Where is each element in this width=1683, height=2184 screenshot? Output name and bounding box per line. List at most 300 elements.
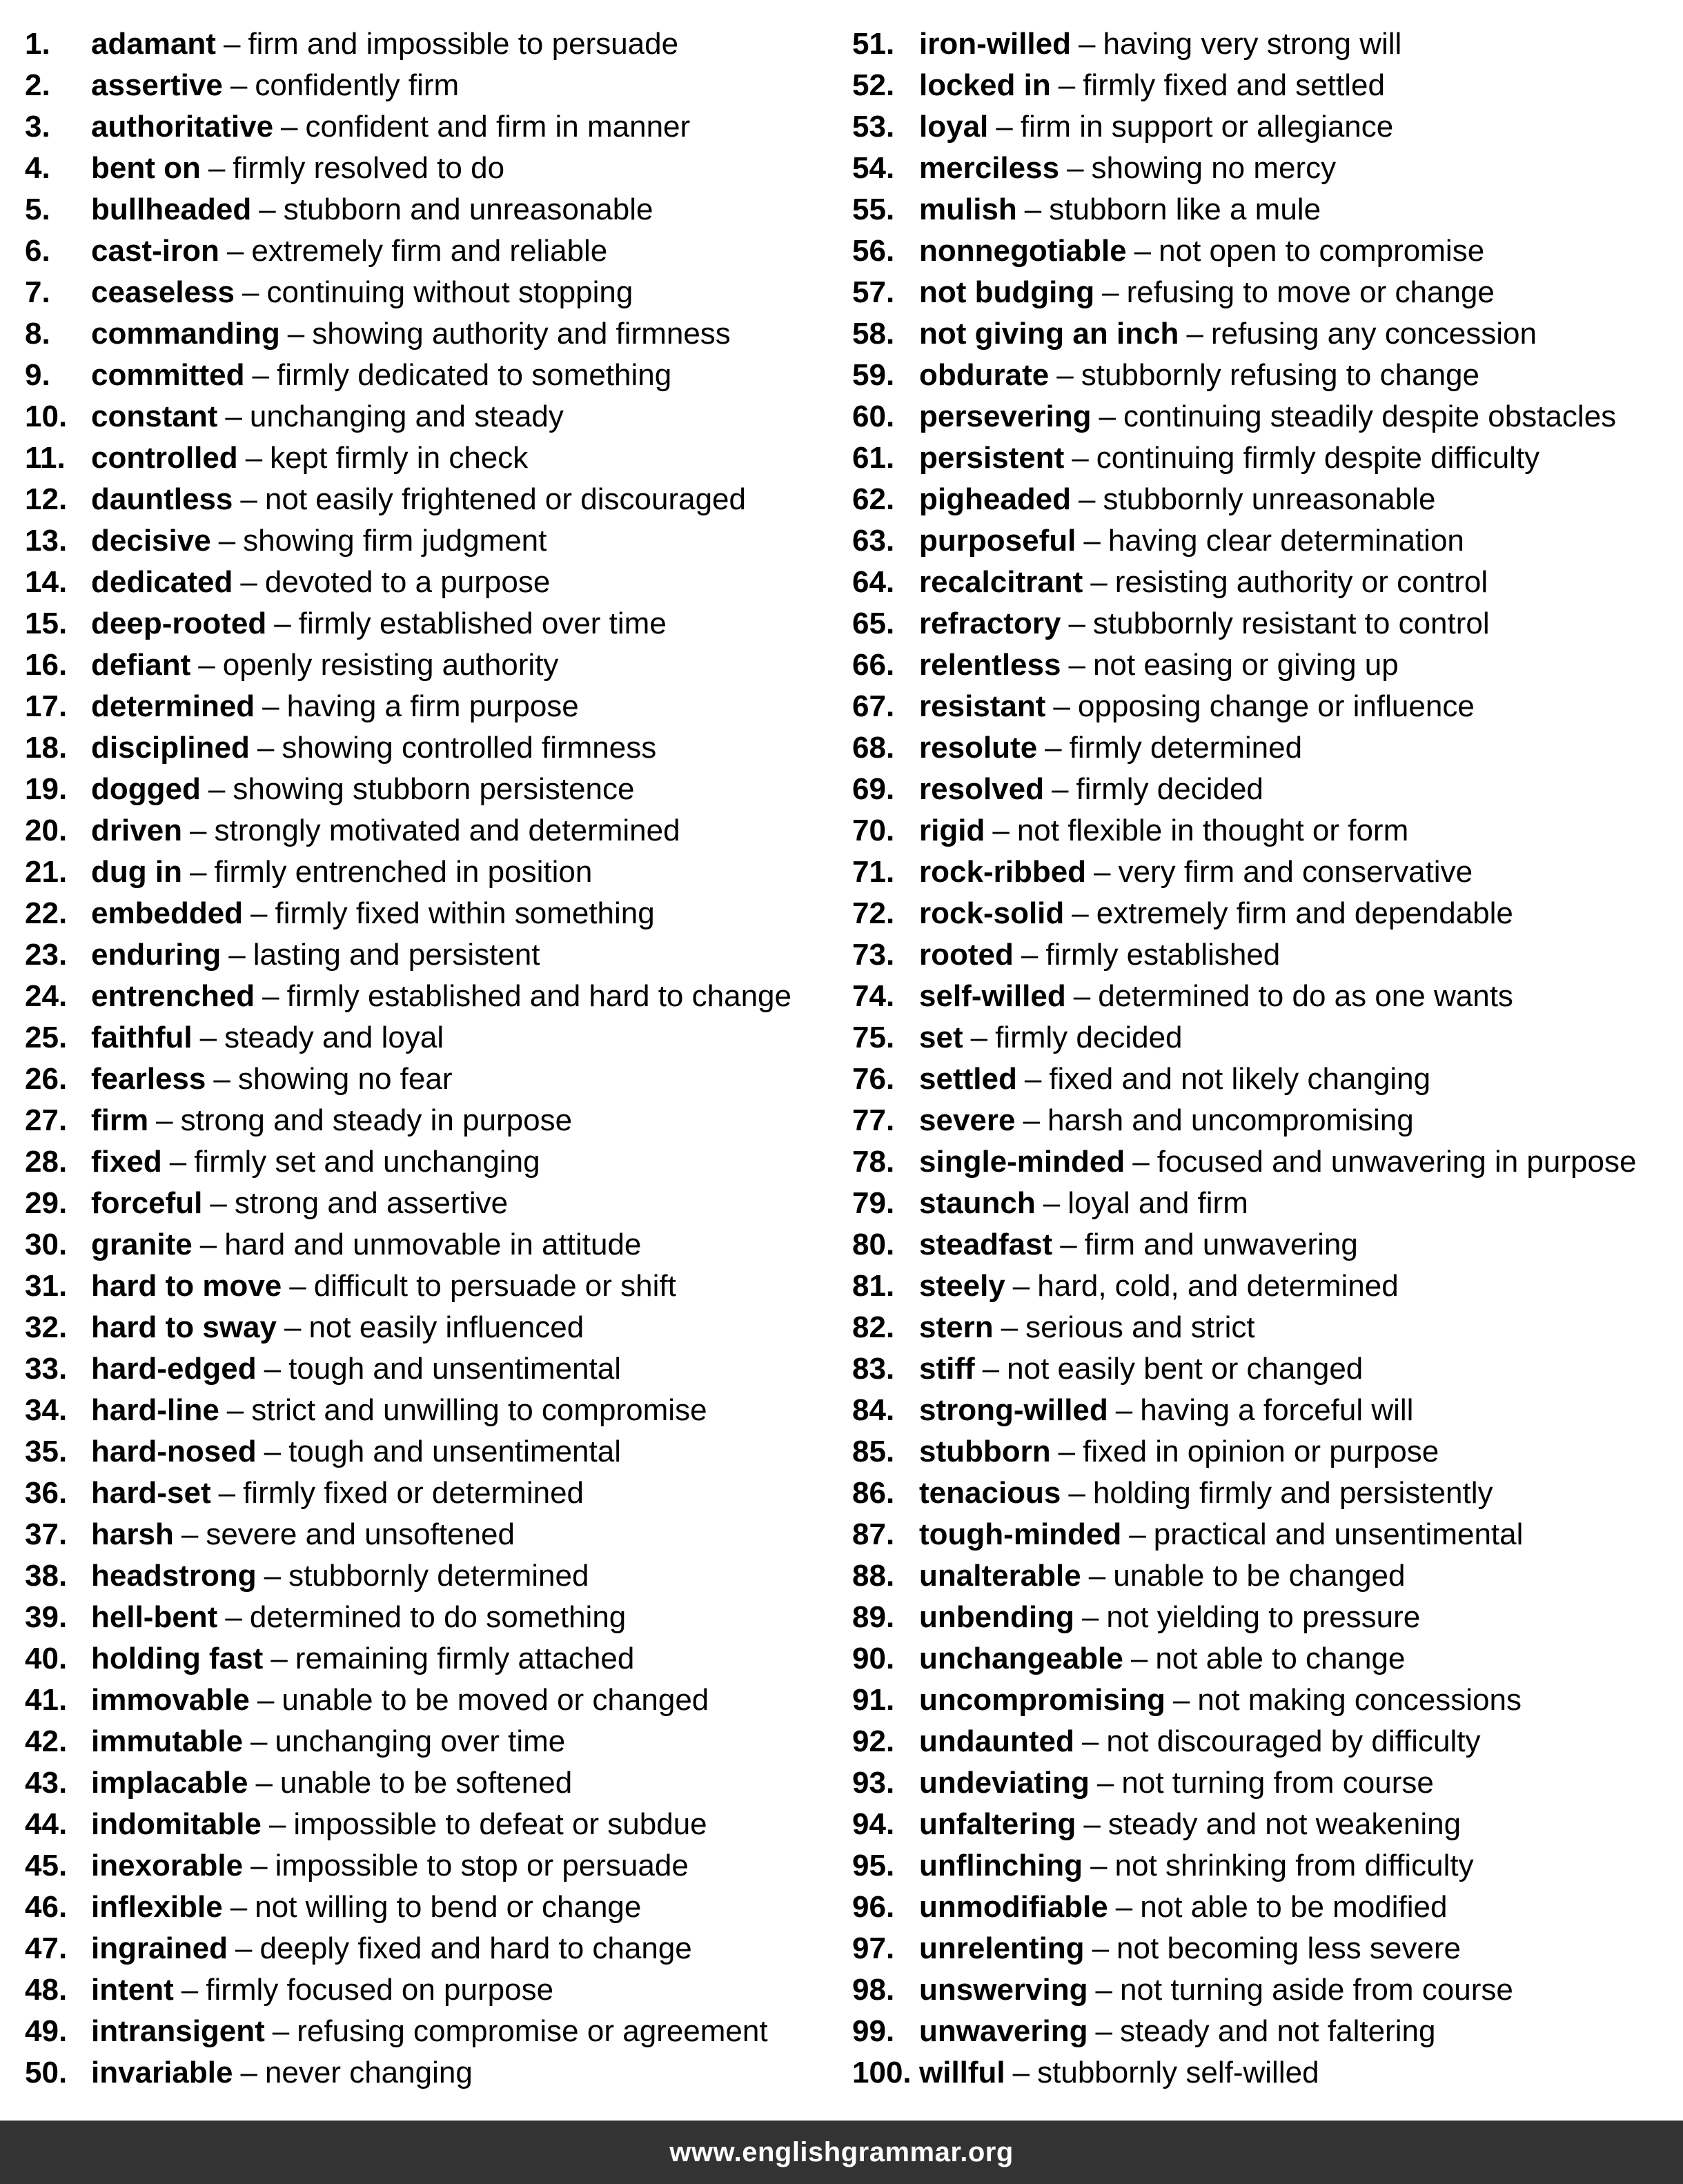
item-word: forceful bbox=[91, 1186, 203, 1220]
item-word: undeviating bbox=[919, 1766, 1090, 1800]
item-separator: – bbox=[1094, 855, 1111, 889]
item-number: 40. bbox=[25, 1642, 68, 1675]
list-item bbox=[25, 272, 825, 313]
item-separator: – bbox=[257, 1683, 275, 1717]
list-item bbox=[25, 1266, 825, 1307]
list-item bbox=[852, 1555, 1666, 1597]
item-number: 60. bbox=[852, 400, 895, 433]
item-definition: stubbornly self-willed bbox=[1037, 2056, 1319, 2089]
item-definition: not flexible in thought or form bbox=[1016, 814, 1409, 847]
item-number: 9. bbox=[25, 358, 50, 392]
item-number: 62. bbox=[852, 482, 895, 516]
item-definition: hard and unmovable in attitude bbox=[224, 1228, 642, 1261]
item-definition: unable to be changed bbox=[1113, 1559, 1406, 1593]
item-number: 88. bbox=[852, 1559, 895, 1593]
item-word: decisive bbox=[91, 524, 211, 558]
item-definition: steady and not faltering bbox=[1119, 2014, 1436, 2048]
item-separator: – bbox=[250, 896, 268, 930]
item-separator: – bbox=[289, 1269, 306, 1303]
list-item bbox=[25, 1887, 825, 1928]
item-word: willful bbox=[919, 2056, 1005, 2089]
item-separator: – bbox=[270, 1642, 288, 1675]
item-separator: – bbox=[240, 2056, 257, 2089]
list-item bbox=[25, 1721, 825, 1762]
item-word: obdurate bbox=[919, 358, 1050, 392]
item-definition: firmly established bbox=[1045, 938, 1281, 972]
item-word: recalcitrant bbox=[919, 565, 1083, 599]
item-word: loyal bbox=[919, 110, 989, 144]
item-number: 27. bbox=[25, 1103, 68, 1137]
item-word: cast-iron bbox=[91, 234, 219, 268]
list-item bbox=[852, 769, 1666, 810]
item-separator: – bbox=[250, 1849, 268, 1882]
item-separator: – bbox=[208, 151, 226, 185]
item-separator: – bbox=[1115, 1393, 1133, 1427]
item-number: 77. bbox=[852, 1103, 895, 1137]
item-definition: firmly decided bbox=[1076, 772, 1263, 806]
item-number: 63. bbox=[852, 524, 895, 558]
list-item bbox=[25, 1183, 825, 1224]
item-number: 29. bbox=[25, 1186, 68, 1220]
item-separator: – bbox=[1060, 1228, 1077, 1261]
item-word: severe bbox=[919, 1103, 1016, 1137]
item-separator: – bbox=[1079, 27, 1096, 61]
item-word: immutable bbox=[91, 1724, 244, 1758]
item-word: tenacious bbox=[919, 1476, 1061, 1510]
item-number: 68. bbox=[852, 731, 895, 765]
list-item bbox=[852, 1266, 1666, 1307]
item-definition: refusing compromise or agreement bbox=[297, 2014, 768, 2048]
list-item bbox=[852, 1887, 1666, 1928]
list-item bbox=[852, 603, 1666, 645]
list-item bbox=[25, 727, 825, 769]
list-item bbox=[852, 893, 1666, 934]
item-definition: loyal and firm bbox=[1067, 1186, 1248, 1220]
item-number: 100. bbox=[852, 2056, 912, 2089]
item-definition: fixed in opinion or purpose bbox=[1083, 1435, 1439, 1468]
item-word: embedded bbox=[91, 896, 244, 930]
item-number: 11. bbox=[25, 441, 66, 475]
item-number: 49. bbox=[25, 2014, 68, 2048]
item-definition: determined to do as one wants bbox=[1098, 979, 1513, 1013]
item-definition: remaining firmly attached bbox=[295, 1642, 635, 1675]
item-word: indomitable bbox=[91, 1807, 262, 1841]
item-separator: – bbox=[1095, 2014, 1112, 2048]
item-definition: having very strong will bbox=[1103, 27, 1402, 61]
list-item bbox=[25, 603, 825, 645]
item-separator: – bbox=[1072, 441, 1089, 475]
item-word: resolved bbox=[919, 772, 1044, 806]
item-number: 25. bbox=[25, 1021, 68, 1054]
item-definition: strict and unwilling to compromise bbox=[251, 1393, 707, 1427]
item-word: intransigent bbox=[91, 2014, 265, 2048]
item-word: committed bbox=[91, 358, 245, 392]
item-definition: firm in support or allegiance bbox=[1020, 110, 1394, 144]
list-item bbox=[25, 520, 825, 562]
item-definition: firmly decided bbox=[995, 1021, 1183, 1054]
item-number: 93. bbox=[852, 1766, 895, 1800]
item-number: 81. bbox=[852, 1269, 895, 1303]
item-number: 86. bbox=[852, 1476, 895, 1510]
item-separator: – bbox=[264, 1352, 282, 1386]
word-list-right-column bbox=[852, 23, 1666, 2094]
list-item bbox=[852, 1721, 1666, 1762]
item-separator: – bbox=[268, 1807, 286, 1841]
item-separator: – bbox=[259, 193, 276, 226]
item-definition: not turning from course bbox=[1121, 1766, 1434, 1800]
list-item bbox=[25, 1928, 825, 1969]
item-number: 89. bbox=[852, 1600, 895, 1634]
item-word: bullheaded bbox=[91, 193, 252, 226]
item-separator: – bbox=[1099, 400, 1116, 433]
list-item bbox=[25, 1100, 825, 1141]
item-word: not budging bbox=[919, 275, 1095, 309]
list-item bbox=[25, 2052, 825, 2094]
item-separator: – bbox=[250, 1724, 268, 1758]
list-item bbox=[852, 2011, 1666, 2052]
item-number: 47. bbox=[25, 1931, 68, 1965]
item-number: 43. bbox=[25, 1766, 68, 1800]
item-definition: showing firm judgment bbox=[243, 524, 547, 558]
item-definition: firmly resolved to do bbox=[233, 151, 505, 185]
item-separator: – bbox=[1001, 1310, 1018, 1344]
list-item bbox=[852, 976, 1666, 1017]
item-separator: – bbox=[1132, 1145, 1150, 1179]
item-separator: – bbox=[1088, 1559, 1106, 1593]
item-separator: – bbox=[218, 524, 236, 558]
item-word: settled bbox=[919, 1062, 1017, 1096]
list-item bbox=[25, 313, 825, 355]
item-word: hard to sway bbox=[91, 1310, 277, 1344]
list-item bbox=[25, 1555, 825, 1597]
item-number: 90. bbox=[852, 1642, 895, 1675]
item-definition: firmly entrenched in position bbox=[214, 855, 593, 889]
item-definition: firmly fixed within something bbox=[275, 896, 655, 930]
item-definition: unchanging and steady bbox=[249, 400, 564, 433]
item-separator: – bbox=[230, 68, 248, 102]
item-definition: harsh and uncompromising bbox=[1047, 1103, 1414, 1137]
list-item bbox=[852, 396, 1666, 437]
item-word: rock-ribbed bbox=[919, 855, 1087, 889]
item-word: unflinching bbox=[919, 1849, 1083, 1882]
item-word: steadfast bbox=[919, 1228, 1053, 1261]
item-separator: – bbox=[181, 1517, 199, 1551]
list-item bbox=[25, 479, 825, 520]
item-separator: – bbox=[1012, 1269, 1030, 1303]
item-definition: not turning aside from course bbox=[1119, 1973, 1513, 2007]
item-separator: – bbox=[1083, 524, 1101, 558]
item-word: disciplined bbox=[91, 731, 250, 765]
item-separator: – bbox=[225, 1600, 242, 1634]
item-number: 79. bbox=[852, 1186, 895, 1220]
item-definition: not making concessions bbox=[1197, 1683, 1522, 1717]
item-number: 5. bbox=[25, 193, 50, 226]
list-item bbox=[25, 1969, 825, 2011]
item-number: 19. bbox=[25, 772, 68, 806]
list-item bbox=[852, 686, 1666, 727]
list-item bbox=[25, 1514, 825, 1555]
item-number: 65. bbox=[852, 607, 895, 640]
item-number: 74. bbox=[852, 979, 895, 1013]
item-definition: refusing any concession bbox=[1210, 317, 1537, 351]
item-word: immovable bbox=[91, 1683, 250, 1717]
item-word: enduring bbox=[91, 938, 222, 972]
item-word: dauntless bbox=[91, 482, 233, 516]
item-definition: stubbornly resistant to control bbox=[1092, 607, 1490, 640]
item-definition: not open to compromise bbox=[1159, 234, 1485, 268]
item-number: 42. bbox=[25, 1724, 68, 1758]
item-number: 38. bbox=[25, 1559, 68, 1593]
item-word: driven bbox=[91, 814, 183, 847]
item-separator: – bbox=[1068, 648, 1085, 682]
item-separator: – bbox=[226, 234, 244, 268]
item-separator: – bbox=[281, 110, 298, 144]
item-word: steely bbox=[919, 1269, 1005, 1303]
item-number: 84. bbox=[852, 1393, 895, 1427]
item-number: 31. bbox=[25, 1269, 68, 1303]
item-word: stiff bbox=[919, 1352, 975, 1386]
item-number: 96. bbox=[852, 1890, 895, 1924]
item-number: 18. bbox=[25, 731, 68, 765]
list-item bbox=[852, 230, 1666, 272]
item-separator: – bbox=[240, 565, 257, 599]
item-word: headstrong bbox=[91, 1559, 257, 1593]
item-separator: – bbox=[262, 689, 279, 723]
item-number: 4. bbox=[25, 151, 50, 185]
footer-url[interactable]: www.englishgrammar.org bbox=[669, 2136, 1014, 2167]
item-definition: firmly determined bbox=[1069, 731, 1303, 765]
list-item bbox=[25, 1638, 825, 1680]
list-item bbox=[852, 313, 1666, 355]
item-definition: not discouraged by difficulty bbox=[1106, 1724, 1481, 1758]
item-separator: – bbox=[1096, 1766, 1114, 1800]
item-separator: – bbox=[198, 648, 215, 682]
list-item bbox=[25, 934, 825, 976]
item-word: purposeful bbox=[919, 524, 1076, 558]
item-number: 53. bbox=[852, 110, 895, 144]
item-definition: hard, cold, and determined bbox=[1037, 1269, 1399, 1303]
item-definition: not shrinking from difficulty bbox=[1114, 1849, 1474, 1882]
item-definition: unable to be softened bbox=[279, 1766, 573, 1800]
item-separator: – bbox=[1024, 1062, 1042, 1096]
item-word: ingrained bbox=[91, 1931, 228, 1965]
item-definition: not easily influenced bbox=[308, 1310, 584, 1344]
item-separator: – bbox=[1024, 193, 1042, 226]
item-number: 13. bbox=[25, 524, 68, 558]
item-number: 95. bbox=[852, 1849, 895, 1882]
item-definition: difficult to persuade or shift bbox=[313, 1269, 676, 1303]
item-separator: – bbox=[1023, 1103, 1040, 1137]
item-definition: not yielding to pressure bbox=[1106, 1600, 1421, 1634]
item-separator: – bbox=[1090, 1849, 1108, 1882]
list-item bbox=[25, 23, 825, 65]
item-separator: – bbox=[189, 855, 207, 889]
item-number: 17. bbox=[25, 689, 68, 723]
list-item bbox=[25, 1762, 825, 1804]
item-separator: – bbox=[970, 1021, 988, 1054]
list-item bbox=[25, 810, 825, 852]
item-number: 71. bbox=[852, 855, 895, 889]
item-definition: showing no fear bbox=[237, 1062, 453, 1096]
item-word: nonnegotiable bbox=[919, 234, 1127, 268]
item-separator: – bbox=[255, 1766, 273, 1800]
list-item bbox=[852, 520, 1666, 562]
item-definition: extremely firm and dependable bbox=[1096, 896, 1513, 930]
item-word: mulish bbox=[919, 193, 1017, 226]
item-definition: unchanging over time bbox=[275, 1724, 566, 1758]
item-word: stubborn bbox=[919, 1435, 1051, 1468]
list-item bbox=[25, 1224, 825, 1266]
item-word: entrenched bbox=[91, 979, 255, 1013]
item-separator: – bbox=[1045, 731, 1062, 765]
list-item bbox=[25, 1059, 825, 1100]
list-item bbox=[25, 976, 825, 1017]
item-definition: stubbornly unreasonable bbox=[1103, 482, 1436, 516]
list-item bbox=[852, 65, 1666, 106]
item-separator: – bbox=[274, 607, 291, 640]
item-definition: severe and unsoftened bbox=[206, 1517, 515, 1551]
item-definition: resisting authority or control bbox=[1114, 565, 1488, 599]
item-number: 26. bbox=[25, 1062, 68, 1096]
list-item bbox=[852, 810, 1666, 852]
item-definition: showing authority and firmness bbox=[312, 317, 731, 351]
list-item bbox=[25, 148, 825, 189]
item-word: dedicated bbox=[91, 565, 233, 599]
item-number: 33. bbox=[25, 1352, 68, 1386]
item-number: 6. bbox=[25, 234, 50, 268]
item-word: resistant bbox=[919, 689, 1046, 723]
item-separator: – bbox=[1021, 938, 1039, 972]
item-definition: serious and strict bbox=[1025, 1310, 1255, 1344]
item-separator: – bbox=[235, 1931, 253, 1965]
item-separator: – bbox=[272, 2014, 290, 2048]
item-definition: not willing to bend or change bbox=[255, 1890, 642, 1924]
item-separator: – bbox=[230, 1890, 248, 1924]
list-item bbox=[25, 1348, 825, 1390]
item-word: unchangeable bbox=[919, 1642, 1123, 1675]
list-item bbox=[852, 189, 1666, 230]
list-item bbox=[25, 106, 825, 148]
item-word: locked in bbox=[919, 68, 1051, 102]
item-separator: – bbox=[1043, 1186, 1061, 1220]
item-separator: – bbox=[245, 441, 263, 475]
item-number: 85. bbox=[852, 1435, 895, 1468]
item-separator: – bbox=[992, 814, 1010, 847]
list-item bbox=[852, 1762, 1666, 1804]
item-separator: – bbox=[210, 1186, 227, 1220]
item-definition: firm and impossible to persuade bbox=[248, 27, 679, 61]
item-word: fearless bbox=[91, 1062, 206, 1096]
item-word: bent on bbox=[91, 151, 201, 185]
list-item bbox=[852, 934, 1666, 976]
item-definition: unable to be moved or changed bbox=[282, 1683, 709, 1717]
list-item bbox=[852, 1638, 1666, 1680]
item-number: 72. bbox=[852, 896, 895, 930]
item-definition: stubborn and unreasonable bbox=[283, 193, 653, 226]
item-definition: not easily bent or changed bbox=[1007, 1352, 1364, 1386]
item-number: 76. bbox=[852, 1062, 895, 1096]
list-item bbox=[852, 645, 1666, 686]
list-item bbox=[852, 1431, 1666, 1473]
list-item bbox=[25, 1390, 825, 1431]
item-number: 20. bbox=[25, 814, 68, 847]
item-separator: – bbox=[1186, 317, 1203, 351]
item-word: controlled bbox=[91, 441, 238, 475]
item-number: 98. bbox=[852, 1973, 895, 2007]
item-separator: – bbox=[1130, 1642, 1148, 1675]
list-item bbox=[852, 148, 1666, 189]
item-definition: devoted to a purpose bbox=[264, 565, 551, 599]
item-number: 45. bbox=[25, 1849, 68, 1882]
item-separator: – bbox=[982, 1352, 1000, 1386]
item-number: 91. bbox=[852, 1683, 895, 1717]
item-number: 14. bbox=[25, 565, 68, 599]
item-word: merciless bbox=[919, 151, 1060, 185]
item-separator: – bbox=[1102, 275, 1119, 309]
item-separator: – bbox=[1081, 1600, 1099, 1634]
item-word: authoritative bbox=[91, 110, 274, 144]
item-definition: strong and assertive bbox=[234, 1186, 509, 1220]
item-number: 39. bbox=[25, 1600, 68, 1634]
item-number: 73. bbox=[852, 938, 895, 972]
item-definition: continuing steadily despite obstacles bbox=[1123, 400, 1617, 433]
item-number: 66. bbox=[852, 648, 895, 682]
item-definition: having a forceful will bbox=[1140, 1393, 1414, 1427]
item-definition: having a firm purpose bbox=[286, 689, 579, 723]
item-word: set bbox=[919, 1021, 963, 1054]
item-number: 56. bbox=[852, 234, 895, 268]
item-number: 52. bbox=[852, 68, 895, 102]
item-word: self-willed bbox=[919, 979, 1066, 1013]
item-separator: – bbox=[1081, 1724, 1099, 1758]
item-number: 67. bbox=[852, 689, 895, 723]
item-definition: not easily frightened or discouraged bbox=[264, 482, 746, 516]
item-definition: firmly established over time bbox=[298, 607, 667, 640]
item-word: hard to move bbox=[91, 1269, 282, 1303]
item-number: 59. bbox=[852, 358, 895, 392]
item-word: strong-willed bbox=[919, 1393, 1108, 1427]
list-item bbox=[25, 893, 825, 934]
item-number: 54. bbox=[852, 151, 895, 185]
item-separator: – bbox=[199, 1228, 217, 1261]
list-item bbox=[25, 1473, 825, 1514]
item-definition: tough and unsentimental bbox=[288, 1352, 621, 1386]
list-item bbox=[25, 2011, 825, 2052]
item-separator: – bbox=[1012, 2056, 1030, 2089]
list-item bbox=[852, 1473, 1666, 1514]
item-number: 24. bbox=[25, 979, 68, 1013]
item-definition: focused and unwavering in purpose bbox=[1157, 1145, 1637, 1179]
item-definition: firmly focused on purpose bbox=[206, 1973, 554, 2007]
item-word: commanding bbox=[91, 317, 280, 351]
item-word: persistent bbox=[919, 441, 1065, 475]
item-definition: not able to change bbox=[1155, 1642, 1406, 1675]
item-word: dug in bbox=[91, 855, 182, 889]
item-definition: lasting and persistent bbox=[253, 938, 540, 972]
item-definition: firmly set and unchanging bbox=[194, 1145, 540, 1179]
item-number: 58. bbox=[852, 317, 895, 351]
item-number: 69. bbox=[852, 772, 895, 806]
list-item bbox=[852, 1307, 1666, 1348]
list-item bbox=[25, 1141, 825, 1183]
item-number: 75. bbox=[852, 1021, 895, 1054]
item-definition: steady and loyal bbox=[224, 1021, 444, 1054]
item-number: 50. bbox=[25, 2056, 68, 2089]
item-separator: – bbox=[264, 1435, 282, 1468]
list-item bbox=[25, 355, 825, 396]
list-item bbox=[852, 1680, 1666, 1721]
item-definition: very firm and conservative bbox=[1118, 855, 1473, 889]
